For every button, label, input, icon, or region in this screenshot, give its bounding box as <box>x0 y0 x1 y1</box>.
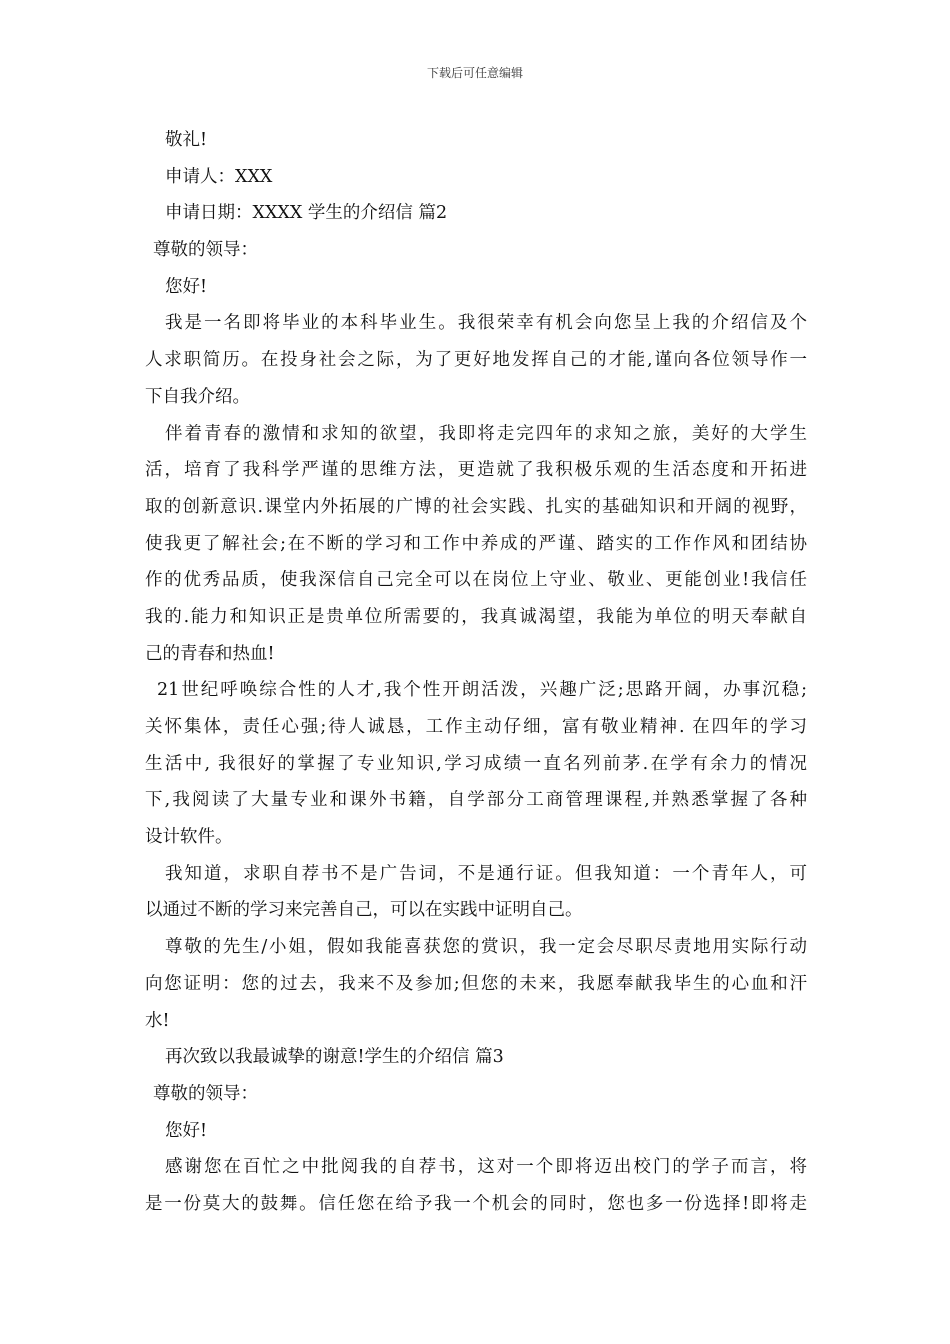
text-line: 使我更了解社会;在不断的学习和工作中养成的严谨、踏实的工作作风和团结协 <box>145 533 807 554</box>
letter-body <box>145 122 807 1223</box>
text-line: 关怀集体，责任心强;待人诚恳，工作主动仔细，富有敬业精神. 在四年的学习 <box>145 717 807 737</box>
text-line: 我的.能力和知识正是贵单位所需要的，我真诚渴望，我能为单位的明天奉献自 <box>145 606 807 627</box>
text-line: 我是一名即将毕业的本科毕业生。我很荣幸有机会向您呈上我的介绍信及个 <box>165 313 807 334</box>
text-line: 是一份莫大的鼓舞。信任您在给予我一个机会的同时，您也多一份选择!即将走 <box>145 1193 807 1214</box>
text-line: 我知道，求职自荐书不是广告词，不是通行证。但我知道：一个青年人，可 <box>165 863 807 884</box>
text-line: 尊敬的领导： <box>153 240 258 261</box>
text-line: 下自我介绍。 <box>145 386 250 407</box>
text-line: 活，培育了我科学严谨的思维方法，更造就了我积极乐观的生活态度和开拓进 <box>145 460 807 481</box>
text-line: 21世纪呼唤综合性的人才,我个性开朗活泼，兴趣广泛;思路开阔，办事沉稳; <box>157 680 807 701</box>
text-line: 您好! <box>165 1120 208 1141</box>
text-line: 申请人：XXX <box>165 166 273 187</box>
text-line: 向您证明：您的过去，我来不及参加;但您的未来，我愿奉献我毕生的心血和汗 <box>145 973 807 994</box>
text-line: 感谢您在百忙之中批阅我的自荐书，这对一个即将迈出校门的学子而言，将 <box>165 1157 807 1178</box>
text-line: 伴着青春的激情和求知的欲望，我即将走完四年的求知之旅，美好的大学生 <box>165 423 807 444</box>
text-line: 您好! <box>165 276 208 297</box>
text-line: 人求职简历。在投身社会之际，为了更好地发挥自己的才能,谨向各位领导作一 <box>145 350 807 371</box>
text-line: 尊敬的先生/小姐，假如我能喜获您的赏识，我一定会尽职尽责地用实际行动 <box>165 937 807 958</box>
text-line: 申请日期：XXXX 学生的介绍信 篇2 <box>165 203 448 224</box>
text-line: 作的优秀品质，使我深信自己完全可以在岗位上守业、敬业、更能创业!我信任 <box>145 570 807 591</box>
text-line: 生活中, 我很好的掌握了专业知识,学习成绩一直名列前茅.在学有余力的情况 <box>145 753 807 774</box>
text-line: 以通过不断的学习来完善自己，可以在实践中证明自己。 <box>145 900 583 921</box>
text-line: 设计软件。 <box>145 827 233 848</box>
text-line: 水! <box>145 1010 170 1031</box>
text-line: 尊敬的领导： <box>153 1083 258 1104</box>
text-line: 敬礼! <box>165 130 208 150</box>
text-line: 再次致以我最诚挚的谢意!学生的介绍信 篇3 <box>165 1047 504 1068</box>
page-header: 下载后可任意编辑 <box>426 66 523 80</box>
text-line: 己的青春和热血! <box>145 643 275 664</box>
text-line: 取的创新意识.课堂内外拓展的广博的社会实践、扎实的基础知识和开阔的视野， <box>145 496 807 517</box>
text-line: 下,我阅读了大量专业和课外书籍，自学部分工商管理课程,并熟悉掌握了各种 <box>145 790 807 811</box>
